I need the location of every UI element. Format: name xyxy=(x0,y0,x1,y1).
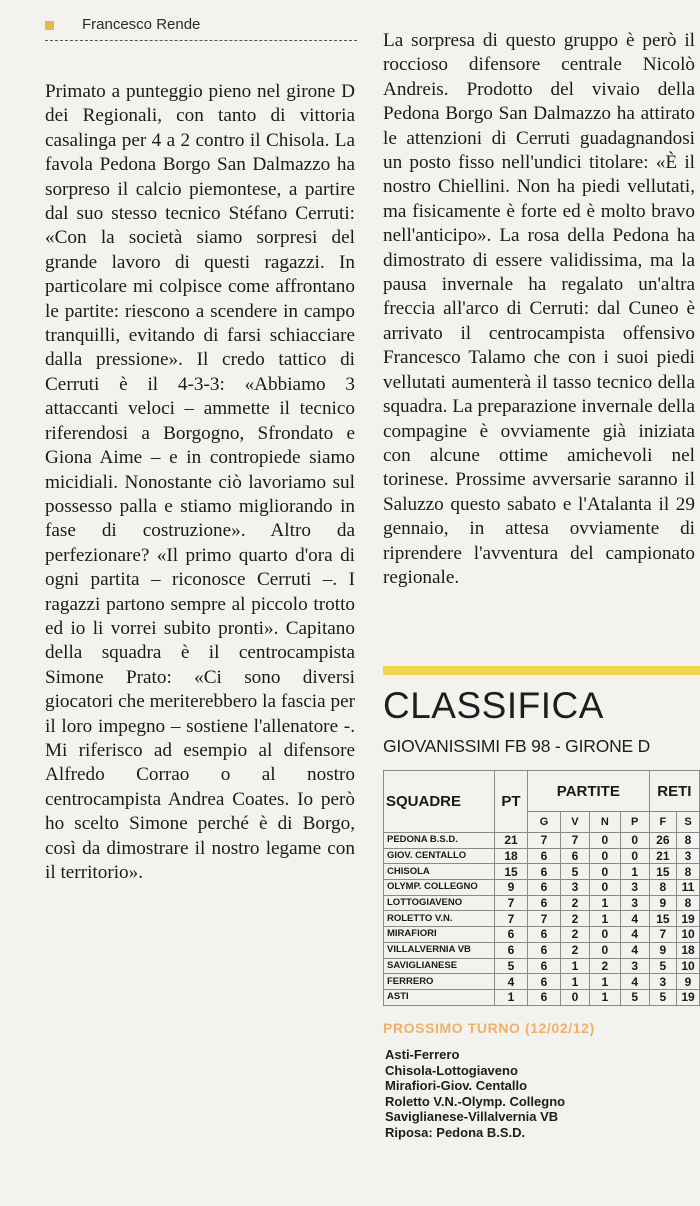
cell-pt: 7 xyxy=(495,911,528,927)
table-row xyxy=(384,927,700,943)
cell-pt: 5 xyxy=(495,958,528,974)
cell-s: 18 xyxy=(677,942,700,958)
table-row xyxy=(384,958,700,974)
cell-p: 4 xyxy=(620,911,649,927)
cell-f: 15 xyxy=(649,911,676,927)
cell-f: 26 xyxy=(649,833,676,849)
cell-p: 0 xyxy=(620,848,649,864)
header-squadre: SQUADRE xyxy=(384,771,495,833)
cell-n: 0 xyxy=(589,864,620,880)
standings-body xyxy=(384,833,700,1006)
table-row xyxy=(384,895,700,911)
cell-v: 7 xyxy=(561,833,590,849)
table-row xyxy=(384,911,700,927)
cell-s: 8 xyxy=(677,895,700,911)
cell-v: 1 xyxy=(561,958,590,974)
table-row xyxy=(384,880,700,896)
cell-pt: 18 xyxy=(495,848,528,864)
cell-s: 3 xyxy=(677,848,700,864)
cell-pt: 21 xyxy=(495,833,528,849)
cell-team: FERRERO xyxy=(384,974,495,990)
cell-s: 9 xyxy=(677,974,700,990)
cell-team: VILLALVERNIA VB xyxy=(384,942,495,958)
author-name: Francesco Rende xyxy=(82,16,201,33)
cell-team: CHISOLA xyxy=(384,864,495,880)
cell-v: 5 xyxy=(561,864,590,880)
cell-n: 0 xyxy=(589,942,620,958)
cell-p: 5 xyxy=(620,989,649,1005)
cell-team: ASTI xyxy=(384,989,495,1005)
table-row xyxy=(384,974,700,990)
cell-p: 3 xyxy=(620,880,649,896)
cell-n: 1 xyxy=(589,989,620,1005)
cell-s: 8 xyxy=(677,864,700,880)
section-divider xyxy=(383,666,700,675)
article-paragraph-1: Primato a punteggio pieno nel girone D dei Regionali, con tanto di vittoria casalinga per 4 a 2 contro il Chisola. La favola Pedona Borgo San Dalmazzo ha sorpreso il calcio piemontese, a partire dal suo stesso tecnico Stéfano Cerruti: «Con la società siamo sorpresi del grande lavoro di questi ragazzi. In particolare mi colpisce come affrontano le partite: riescono a scendere in campo tranquilli, evitando di farsi schiacciare dalla pressione». Il credo tattico di Cerruti è il 4-3-3: «Abbiamo 3 attaccanti veloci – ammette il tecnico riferendosi a Borgogno, Sfrondato e Giona Aime – e in contropiede siamo micidiali. Nonostante ciò lavoriamo sul possesso palla e stiamo migliorando in fase di costruzione». Altro da perfezionare? «Il primo quarto d'ora di ogni partita – riconosce Cerruti –. I ragazzi partono sempre al piccolo trotto ed io li vorrei subito pronti». Capitano della squadra è il centrocampista Simone Prato: «Ci sono diversi giocatori che meriterebbero la fascia per il loro impegno – sostiene l'allenatore -. Mi riferisco ad esempio al difensore Alfredo Corrao o al nostro centrocampista Andrea Coates. Io però ho scelto Simone perché è di Borgo, così da dimostrare il nostro legame con il territorio». xyxy=(45,81,355,883)
cell-s: 10 xyxy=(677,927,700,943)
cell-g: 6 xyxy=(528,974,561,990)
cell-s: 11 xyxy=(677,880,700,896)
byline xyxy=(45,14,357,41)
cell-f: 9 xyxy=(649,895,676,911)
cell-p: 3 xyxy=(620,958,649,974)
cell-f: 8 xyxy=(649,880,676,896)
cell-g: 6 xyxy=(528,895,561,911)
cell-g: 7 xyxy=(528,833,561,849)
cell-v: 6 xyxy=(561,848,590,864)
cell-n: 0 xyxy=(589,848,620,864)
cell-p: 4 xyxy=(620,974,649,990)
cell-team: LOTTOGIAVENO xyxy=(384,895,495,911)
subheader-f: F xyxy=(649,812,676,833)
fixture-item: Saviglianese-Villalvernia VB xyxy=(385,1109,559,1124)
table-row xyxy=(384,864,700,880)
cell-v: 2 xyxy=(561,911,590,927)
standings-title: CLASSIFICA xyxy=(383,685,604,726)
cell-v: 1 xyxy=(561,974,590,990)
subheader-v: V xyxy=(561,812,590,833)
cell-n: 0 xyxy=(589,833,620,849)
cell-g: 6 xyxy=(528,958,561,974)
cell-n: 2 xyxy=(589,958,620,974)
cell-g: 6 xyxy=(528,927,561,943)
cell-g: 7 xyxy=(528,911,561,927)
fixture-item: Chisola-Lottogiaveno xyxy=(385,1062,518,1078)
cell-p: 4 xyxy=(620,927,649,943)
cell-pt: 1 xyxy=(495,989,528,1005)
cell-team: ROLETTO V.N. xyxy=(384,911,495,927)
article-text-right xyxy=(383,29,695,590)
cell-f: 5 xyxy=(649,958,676,974)
next-round-label: PROSSIMO TURNO (12/02/12) xyxy=(383,1020,595,1036)
article-text-left xyxy=(45,80,355,885)
cell-p: 1 xyxy=(620,864,649,880)
cell-g: 6 xyxy=(528,848,561,864)
cell-g: 6 xyxy=(528,989,561,1005)
standings-subtitle: GIOVANISSIMI FB 98 - GIRONE D xyxy=(383,736,651,756)
standings-table xyxy=(383,770,700,1006)
cell-f: 3 xyxy=(649,974,676,990)
cell-p: 4 xyxy=(620,942,649,958)
cell-n: 1 xyxy=(589,895,620,911)
cell-f: 21 xyxy=(649,848,676,864)
cell-pt: 4 xyxy=(495,974,528,990)
fixture-item: Roletto V.N.-Olymp. Collegno xyxy=(385,1093,566,1109)
cell-n: 1 xyxy=(589,974,620,990)
cell-v: 2 xyxy=(561,942,590,958)
cell-team: OLYMP. COLLEGNO xyxy=(384,880,495,896)
cell-v: 2 xyxy=(561,927,590,943)
cell-pt: 6 xyxy=(495,927,528,943)
header-reti: RETI xyxy=(649,771,699,812)
byline-marker xyxy=(45,21,54,30)
cell-f: 15 xyxy=(649,864,676,880)
cell-n: 1 xyxy=(589,911,620,927)
cell-f: 9 xyxy=(649,942,676,958)
cell-p: 0 xyxy=(620,833,649,849)
cell-n: 0 xyxy=(589,880,620,896)
cell-s: 10 xyxy=(677,958,700,974)
cell-v: 2 xyxy=(561,895,590,911)
cell-g: 6 xyxy=(528,942,561,958)
cell-g: 6 xyxy=(528,864,561,880)
cell-n: 0 xyxy=(589,927,620,943)
cell-team: MIRAFIORI xyxy=(384,927,495,943)
cell-pt: 15 xyxy=(495,864,528,880)
cell-team: SAVIGLIANESE xyxy=(384,958,495,974)
subheader-n: N xyxy=(589,812,620,833)
table-row xyxy=(384,989,700,1005)
cell-f: 7 xyxy=(649,927,676,943)
cell-s: 19 xyxy=(677,989,700,1005)
article-paragraph-2: La sorpresa di questo gruppo è però il roccioso difensore centrale Nicolò Andreis. Prodotto del vivaio della Pedona Borgo San Dalmazzo ha attirato le attenzioni di Cerruti guadagnandosi un posto fisso nell'undici titolare: «È il nostro Chiellini. Non ha piedi vellutati, ma fisicamente è forte ed è molto bravo nell'anticipo». La rosa della Pedona ha dimostrato di essere validissima, ma la pausa invernale ha regalato un'altra freccia all'arco di Cerruti: dal Cuneo è arrivato il centrocampista offensivo Francesco Talamo che con i suoi piedi vellutati aumenterà il tasso tecnico della squadra. La preparazione invernale della compagine è ovviamente già iniziata con alcune ottime amichevoli nel torinese. Prossime avversarie saranno il Saluzzo questo sabato e l'Atalanta il 29 gennaio, in attesa ovviamente di riprendere l'avventura del campionato regionale. xyxy=(383,30,695,588)
subheader-p: P xyxy=(620,812,649,833)
fixture-item: Riposa: Pedona B.S.D. xyxy=(385,1124,526,1140)
cell-g: 6 xyxy=(528,880,561,896)
cell-pt: 7 xyxy=(495,895,528,911)
header-partite: PARTITE xyxy=(528,771,650,812)
cell-s: 19 xyxy=(677,911,700,927)
table-row xyxy=(384,848,700,864)
cell-team: GIOV. CENTALLO xyxy=(384,848,495,864)
fixture-item: Mirafiori-Giov. Centallo xyxy=(385,1078,528,1093)
cell-v: 0 xyxy=(561,989,590,1005)
subheader-s: S xyxy=(677,812,700,833)
table-row xyxy=(384,833,700,849)
fixtures-list xyxy=(385,1047,565,1140)
fixture-item: Asti-Ferrero xyxy=(385,1047,460,1062)
cell-f: 5 xyxy=(649,989,676,1005)
cell-s: 8 xyxy=(677,833,700,849)
subheader-g: G xyxy=(528,812,561,833)
cell-v: 3 xyxy=(561,880,590,896)
cell-pt: 9 xyxy=(495,880,528,896)
table-row xyxy=(384,942,700,958)
cell-team: PEDONA B.S.D. xyxy=(384,833,495,849)
cell-pt: 6 xyxy=(495,942,528,958)
cell-p: 3 xyxy=(620,895,649,911)
header-pt: PT xyxy=(495,771,528,833)
